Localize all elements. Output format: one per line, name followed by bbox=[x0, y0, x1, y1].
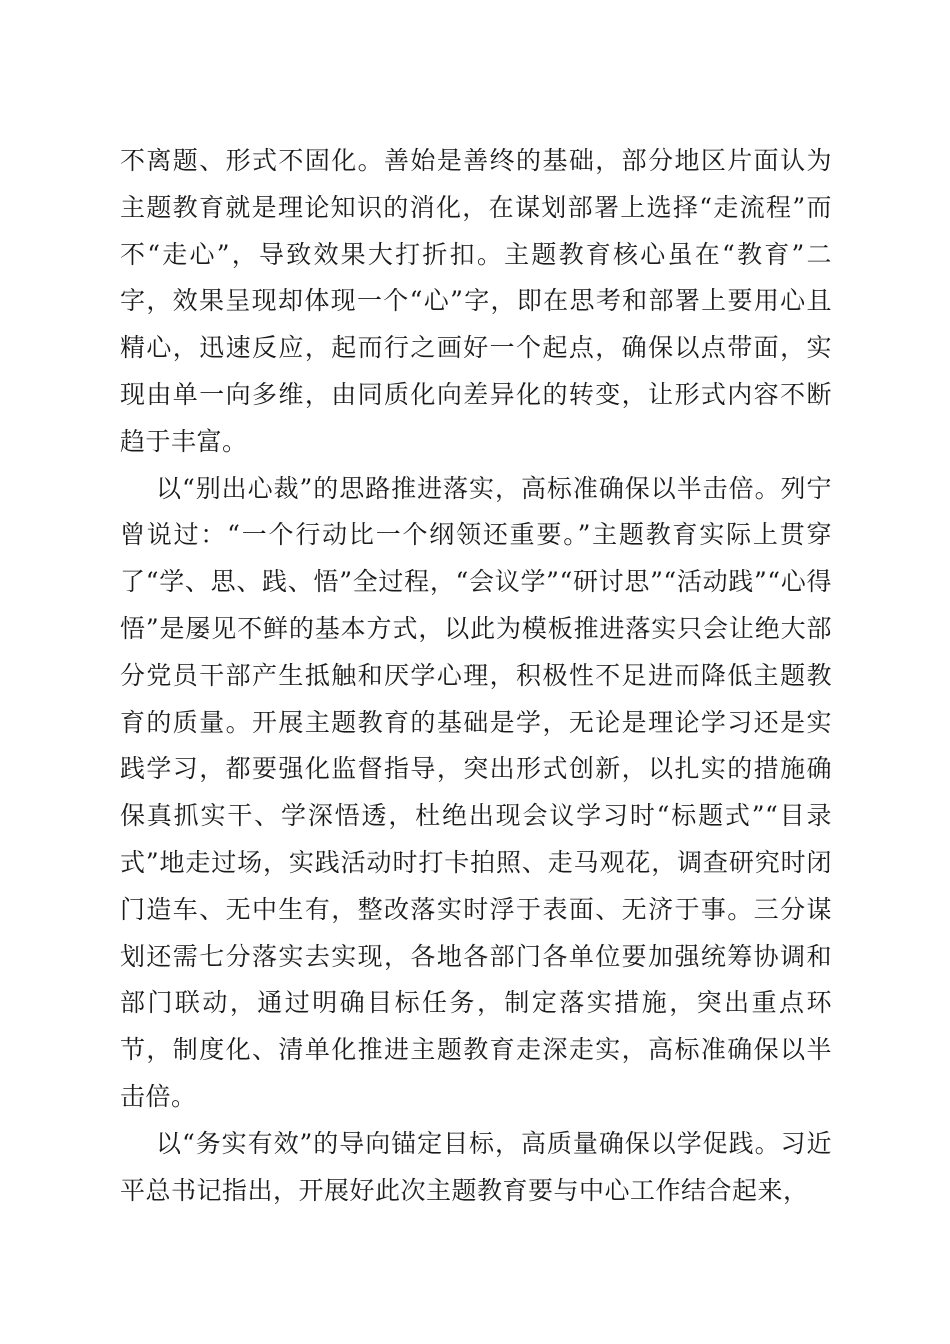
document-body bbox=[120, 138, 832, 1214]
paragraph-1: 不离题、形式不固化。善始是善终的基础，部分地区片面认为主题教育就是理论知识的消化，在谋划部署上选择“走流程”而不“走心”，导致效果大打折扣。主题教育核心虽在“教育”二字，效果呈现却体现一个“心”字，即在思考和部署上要用心且精心，迅速反应，起而行之画好一个起点，确保以点带面，实现由单一向多维，由同质化向差异化的转变，让形式内容不断趋于丰富。 bbox=[120, 146, 832, 456]
paragraph-2: 以“别出心裁”的思路推进落实，高标准确保以半击倍。列宁曾说过：“一个行动比一个纲领还重要。”主题教育实际上贯穿了“学、思、践、悟”全过程，“会议学”“研讨思”“活动践”“心得悟”是屡见不鲜的基本方式，以此为模板推进落实只会让绝大部分党员干部产生抵触和厌学心理，积极性不足进而降低主题教育的质量。开展主题教育的基础是学，无论是理论学习还是实践学习，都要强化监督指导，突出形式创新，以扎实的措施确保真抓实干、学深悟透，杜绝出现会议学习时“标题式”“目录式”地走过场，实践活动时打卡拍照、走马观花，调查研究时闭门造车、无中生有，整改落实时浮于表面、无济于事。三分谋划还需七分落实去实现，各地各部门各单位要加强统筹协调和部门联动，通过明确目标任务，制定落实措施，突出重点环节，制度化、清单化推进主题教育走深走实，高标准确保以半击倍。 bbox=[120, 473, 832, 1111]
paragraph-3: 以“务实有效”的导向锚定目标，高质量确保以学促践。习近平总书记指出，开展好此次主题教育要与中心工作结合起来， bbox=[120, 1128, 832, 1205]
